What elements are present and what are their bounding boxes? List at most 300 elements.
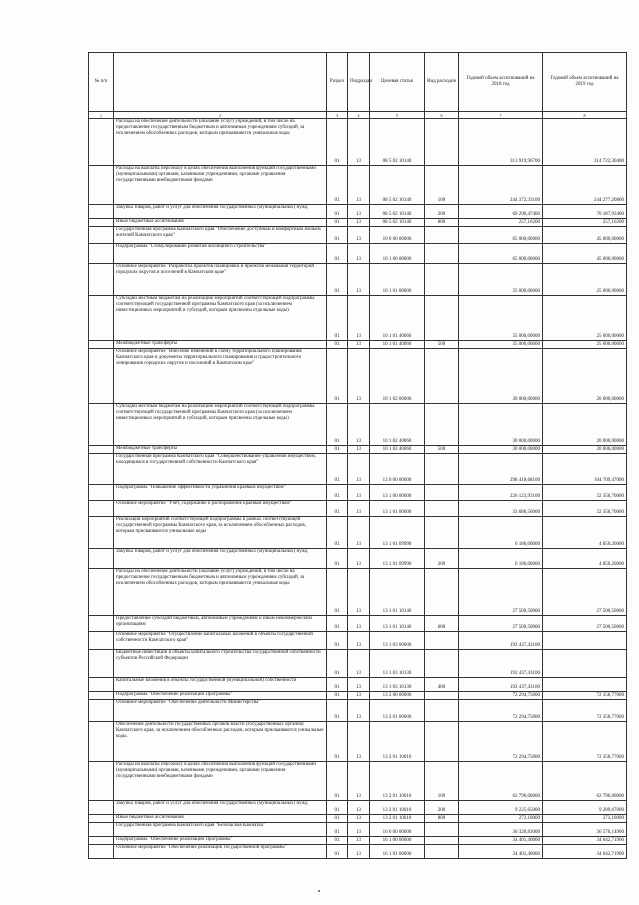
row-amount-2019 [543,678,627,692]
row-name: Основное мероприятие "Обеспечение реализации государственной программы" [114,845,327,859]
row-amount-2019: 62 796,00000 [543,762,627,801]
row-section: 01 [327,762,348,801]
row-target-code: 10 1 02 40060 [370,446,425,454]
row-amount-2019: 25 000,00000 [543,296,627,341]
row-amount-2018: 72 294,75000 [459,692,543,700]
row-name: Капитальные вложения в объекты государственной (муниципальной) собственности [114,678,327,692]
row-amount-2019: 32 350,70000 [543,501,627,517]
row-amount-2018: 6 186,00000 [459,517,543,549]
row-amount-2018: 192 437,43100 [459,650,543,678]
row-exp-type: 800 [425,815,459,823]
column-number-row [89,112,627,119]
row-subsection: 13 [348,569,370,616]
row-exp-type: 100 [425,762,459,801]
row-number [89,119,114,166]
table-row [89,722,627,762]
row-name: Реализация мероприятий соответствующей подпрограммы в рамках соответствующей государственной программы Камчатского края, за исключением обособленных расходов, которым присваиваются уникальные коды [114,517,327,549]
row-number [89,485,114,501]
row-section: 01 [327,650,348,678]
row-section: 01 [327,485,348,501]
row-number [89,722,114,762]
row-subsection: 13 [348,650,370,678]
row-number [89,845,114,859]
row-exp-type [425,650,459,678]
row-name: Закупка товаров, работ и услуг для обеспечения государственных (муниципальных) нужд [114,205,327,219]
table-row [89,762,627,801]
row-target-code: 16 1 00 00000 [370,837,425,845]
row-amount-2018: 6 186,00000 [459,549,543,569]
table-row [89,227,627,244]
row-number [89,227,114,244]
col-number: 3 [327,112,348,119]
row-amount-2019: 34 642,71900 [543,837,627,845]
row-exp-type [425,485,459,501]
row-number [89,700,114,722]
table-header-row [89,53,627,112]
row-target-code: 13 2 01 10010 [370,762,425,801]
row-exp-type: 800 [425,219,459,227]
row-target-code: 10 1 01 00000 [370,264,425,296]
row-exp-type [425,823,459,837]
table-row [89,678,627,692]
row-amount-2019: 32 350,70000 [543,485,627,501]
row-amount-2018: 36 328,83000 [459,823,543,837]
header-target: Целевая статья [370,53,425,112]
col-number: 6 [425,112,459,119]
row-amount-2019: 273,10000 [543,815,627,823]
row-exp-type [425,296,459,341]
table-row [89,837,627,845]
row-target-code: 13 1 01 09990 [370,549,425,569]
row-number [89,296,114,341]
row-amount-2019: 9 289,67000 [543,801,627,815]
row-amount-2019: 72 358,77000 [543,700,627,722]
row-subsection: 13 [348,722,370,762]
row-section: 01 [327,678,348,692]
row-number [89,244,114,264]
row-exp-type [425,722,459,762]
row-name: Подпрограмма "Повышение эффективности управления краевым имуществом" [114,485,327,501]
table-row [89,845,627,859]
row-exp-type: 200 [425,801,459,815]
row-number [89,801,114,815]
row-section: 01 [327,205,348,219]
row-target-code: 13 1 01 10140 [370,616,425,632]
row-exp-type [425,845,459,859]
header-section: Раздел [327,53,348,112]
row-number [89,341,114,349]
row-subsection: 13 [348,446,370,454]
row-section: 01 [327,446,348,454]
table-row [89,446,627,454]
row-subsection: 13 [348,296,370,341]
row-section: 01 [327,845,348,859]
row-amount-2019: 72 358,77000 [543,692,627,700]
table-row [89,349,627,404]
header-exp-type: Вид расходов [425,53,459,112]
row-name: Субсидии местным бюджетам на реализацию мероприятий соответствующей подпрограммы соответствующей государственной программы Камчатского края (за исключением инвестиционных мероприятий и субсидий, которым присвоены отдельные коды) [114,404,327,446]
row-exp-type [425,517,459,549]
row-section: 01 [327,616,348,632]
row-subsection: 13 [348,219,370,227]
table-row [89,205,627,219]
row-amount-2019: 4 850,20000 [543,549,627,569]
row-subsection: 13 [348,244,370,264]
table-row [89,815,627,823]
row-number [89,454,114,485]
row-name: Основное мероприятие "Разработка проектов планировки и проектов межевания территорий городских округов и поселений в Камчатском крае" [114,264,327,296]
row-section: 01 [327,632,348,650]
table-row [89,454,627,485]
row-amount-2019: 20 000,00000 [543,349,627,404]
row-amount-2018: 30 000,00000 [459,349,543,404]
row-target-code: 13 1 03 10130 [370,650,425,678]
budget-table [88,52,627,859]
row-name: Закупка товаров, работ и услуг для обеспечения государственных (муниципальных) нужд [114,801,327,815]
row-amount-2019: 104 709,47000 [543,454,627,485]
row-name: Межбюджетные трансферты [114,446,327,454]
row-target-code: 13 0 00 00000 [370,454,425,485]
row-number [89,569,114,616]
row-subsection: 13 [348,264,370,296]
row-amount-2018: 35 000,00000 [459,296,543,341]
col-number: 7 [459,112,543,119]
row-section: 01 [327,341,348,349]
row-subsection: 13 [348,692,370,700]
row-amount-2018: 65 000,00000 [459,244,543,264]
row-exp-type [425,404,459,446]
row-target-code: 08 5 02 10140 [370,205,425,219]
row-name: Расходы на выплаты персоналу в целях обеспечения выполнения функций государственными (муниципальными) органами, казенными учреждениями, органами управления государственными внебюджетными фондами [114,762,327,801]
row-exp-type [425,632,459,650]
row-target-code: 13 2 01 00000 [370,700,425,722]
row-subsection: 13 [348,632,370,650]
row-subsection: 13 [348,119,370,166]
row-amount-2019: 27 500,50000 [543,569,627,616]
row-amount-2019: 36 570,14900 [543,823,627,837]
row-section: 01 [327,404,348,446]
row-section: 01 [327,837,348,845]
row-number [89,762,114,801]
row-amount-2018: 27 500,50000 [459,616,543,632]
row-section: 01 [327,569,348,616]
row-amount-2019: 34 642,71900 [543,845,627,859]
row-target-code: 13 1 03 10130 [370,678,425,692]
row-target-code: 13 1 01 10140 [370,569,425,616]
table-row [89,801,627,815]
row-exp-type: 400 [425,678,459,692]
row-target-code: 13 2 00 00000 [370,692,425,700]
row-amount-2019: 25 000,00000 [543,341,627,349]
row-number [89,219,114,227]
row-amount-2018: 298 418,68100 [459,454,543,485]
table-row [89,119,627,166]
row-section: 01 [327,244,348,264]
row-name: Основное мероприятие "Учет, содержание и распоряжение краевым имуществом" [114,501,327,517]
row-exp-type: 200 [425,549,459,569]
row-section: 01 [327,227,348,244]
row-amount-2019: 27 500,50000 [543,616,627,632]
row-amount-2018: 34 401,40000 [459,837,543,845]
row-amount-2019: 72 358,77000 [543,722,627,762]
row-name: Государственная программа Камчатского края "Совершенствование управления имуществом, находящимся в государственной собственности Камчатского края" [114,454,327,485]
table-row [89,166,627,205]
row-name: Закупка товаров, работ и услуг для обеспечения государственных (муниципальных) нужд [114,549,327,569]
row-exp-type [425,501,459,517]
row-number [89,823,114,837]
table-row [89,517,627,549]
row-amount-2019 [543,632,627,650]
row-exp-type [425,700,459,722]
row-section: 01 [327,219,348,227]
row-section: 01 [327,815,348,823]
row-amount-2018: 65 000,00000 [459,227,543,244]
row-subsection: 13 [348,678,370,692]
row-amount-2018: 72 294,75000 [459,700,543,722]
row-name: Расходы на обеспечение деятельности (оказание услуг) учреждений, в том числе на предоставление государственным бюджетным и автономным учреждениям субсидий, за исключением обособленных расходов, которым присваиваются уникальные коды [114,569,327,616]
table-row [89,650,627,678]
row-target-code: 08 5 02 10140 [370,119,425,166]
row-exp-type [425,837,459,845]
row-number [89,815,114,823]
row-amount-2018: 34 401,40000 [459,845,543,859]
table-row [89,219,627,227]
row-target-code: 08 5 02 10140 [370,219,425,227]
row-target-code: 13 2 01 10010 [370,722,425,762]
row-section: 01 [327,501,348,517]
row-exp-type [425,349,459,404]
row-section: 01 [327,549,348,569]
row-amount-2018: 244 372,33100 [459,166,543,205]
row-name: Иные бюджетные ассигнования [114,219,327,227]
row-section: 01 [327,454,348,485]
row-name: Основное мероприятие "Внесение изменений в схему территориального планирования Камчатского края и документы территориального планирования и градостроительного зонирования городских округов и поселений в Камчатском крае" [114,349,327,404]
row-number [89,166,114,205]
table-row [89,569,627,616]
row-amount-2018: 192 437,43100 [459,632,543,650]
header-2018: Годовой объем ассигнований на 2018 год [459,53,543,112]
row-number [89,692,114,700]
row-number [89,404,114,446]
row-target-code: 10 1 00 00000 [370,244,425,264]
row-subsection: 13 [348,815,370,823]
table-row [89,296,627,341]
row-amount-2018: 62 796,00000 [459,762,543,801]
row-target-code: 16 1 01 00000 [370,845,425,859]
col-number: 1 [89,112,114,119]
row-amount-2019: 25 000,00000 [543,264,627,296]
row-amount-2019: 70 187,93400 [543,205,627,219]
row-name: Иные бюджетные ассигнования [114,815,327,823]
row-number [89,349,114,404]
table-body [89,119,627,859]
row-name: Государственная программа Камчатского края "Обеспечение доступным и комфортным жильем жителей Камчатского края" [114,227,327,244]
row-amount-2018: 33 686,50000 [459,501,543,517]
row-name: Государственная программа Камчатского края "Безопасная Камчатка" [114,823,327,837]
row-subsection: 13 [348,616,370,632]
col-number: 4 [348,112,370,119]
row-exp-type [425,244,459,264]
row-number [89,616,114,632]
row-number [89,650,114,678]
table-row [89,823,627,837]
row-amount-2018: 69 290,47400 [459,205,543,219]
table-row [89,616,627,632]
row-amount-2018: 30 000,00000 [459,446,543,454]
row-name: Подпрограмма "Стимулирование развития жилищного строительства" [114,244,327,264]
row-exp-type [425,227,459,244]
row-section: 01 [327,722,348,762]
row-name: Межбюджетные трансферты [114,341,327,349]
row-target-code: 16 0 00 00000 [370,823,425,837]
table-row [89,244,627,264]
row-target-code: 10 1 01 40060 [370,296,425,341]
row-amount-2018: 30 000,00000 [459,404,543,446]
row-amount-2018: 313 919,96700 [459,119,543,166]
row-exp-type: 600 [425,616,459,632]
row-section: 01 [327,692,348,700]
row-subsection: 13 [348,823,370,837]
row-amount-2019: 314 722,30400 [543,119,627,166]
table-row [89,700,627,722]
row-subsection: 13 [348,166,370,205]
row-amount-2019: 45 000,00000 [543,244,627,264]
row-name: Субсидии местным бюджетам на реализацию мероприятий соответствующей подпрограммы соответствующей государственной программы Камчатского края (за исключением инвестиционных мероприятий и субсидий, которым присвоены отдельные коды) [114,296,327,341]
row-number [89,446,114,454]
row-section: 01 [327,166,348,205]
row-target-code: 13 1 03 00000 [370,632,425,650]
row-name: Расходы на выплаты персоналу в целях обеспечения выполнения функций государственными (муниципальными) органами, казенными учреждениями, органами управления государственными внебюджетными фондами [114,166,327,205]
row-amount-2018: 27 500,50000 [459,569,543,616]
col-number: 8 [543,112,627,119]
table-row [89,404,627,446]
table-row [89,264,627,296]
row-target-code: 10 1 02 00000 [370,349,425,404]
row-amount-2019: 20 000,00000 [543,404,627,446]
row-number [89,517,114,549]
row-exp-type: 500 [425,341,459,349]
col-number: 2 [114,112,327,119]
row-name: Расходы на обеспечение деятельности (оказание услуг) учреждений, в том числе на предоставление государственным бюджетным и автономным учреждениям субсидий, за исключением обособленных расходов, которым присваиваются уникальные коды [114,119,327,166]
row-exp-type: 100 [425,166,459,205]
page-mark [318,890,320,892]
row-number [89,264,114,296]
table-row [89,485,627,501]
row-number [89,678,114,692]
row-exp-type [425,454,459,485]
row-exp-type [425,264,459,296]
row-subsection: 13 [348,837,370,845]
row-subsection: 13 [348,762,370,801]
row-target-code: 13 1 01 00000 [370,501,425,517]
row-name: Обеспечение деятельности государственных органов власти (государственных органов) Камчатского края, за исключением обособленных расходов, которым присваиваются уникальные коды. [114,722,327,762]
row-amount-2019: 244 277,20800 [543,166,627,205]
row-target-code: 10 1 02 40060 [370,404,425,446]
row-amount-2018: 257,16200 [459,219,543,227]
row-amount-2018: 35 000,00000 [459,264,543,296]
row-amount-2018: 192 437,43100 [459,678,543,692]
row-amount-2019 [543,650,627,678]
row-amount-2018: 35 000,00000 [459,341,543,349]
row-amount-2018: 273,10000 [459,815,543,823]
row-subsection: 13 [348,227,370,244]
row-section: 01 [327,801,348,815]
row-subsection: 13 [348,454,370,485]
row-subsection: 13 [348,485,370,501]
row-subsection: 13 [348,349,370,404]
row-exp-type [425,119,459,166]
col-number: 5 [370,112,425,119]
table-row [89,501,627,517]
row-exp-type [425,692,459,700]
row-name: Бюджетные инвестиции в объекты капитального строительства государственной собственности субъектов Российской Федерации [114,650,327,678]
row-exp-type: 200 [425,205,459,219]
row-name: Основное мероприятие "Осуществление капитальных вложений в объекты государственной собственности Камчатского края" [114,632,327,650]
row-name: Подпрограмма "Обеспечение реализации Программы" [114,837,327,845]
row-number [89,205,114,219]
row-target-code: 13 1 00 00000 [370,485,425,501]
table-row [89,341,627,349]
row-number [89,549,114,569]
row-section: 01 [327,119,348,166]
row-target-code: 10 0 00 00000 [370,227,425,244]
row-target-code: 13 2 01 10010 [370,801,425,815]
row-name: Основное мероприятие "Обеспечение деятельности Министерства" [114,700,327,722]
header-num: № п/п [89,53,114,112]
row-section: 01 [327,700,348,722]
table-row [89,632,627,650]
header-subsection: Подраздел [348,53,370,112]
row-amount-2019: 257,16200 [543,219,627,227]
row-subsection: 13 [348,501,370,517]
row-amount-2018: 9 225,65000 [459,801,543,815]
row-amount-2019: 45 000,00000 [543,227,627,244]
row-subsection: 13 [348,845,370,859]
row-amount-2018: 72 294,75000 [459,722,543,762]
row-number [89,837,114,845]
row-section: 01 [327,349,348,404]
row-subsection: 13 [348,517,370,549]
row-exp-type [425,569,459,616]
row-subsection: 13 [348,404,370,446]
header-name [114,53,327,112]
row-number [89,501,114,517]
row-subsection: 13 [348,700,370,722]
row-subsection: 13 [348,549,370,569]
row-name: Предоставление субсидий бюджетным, автономным учреждениям и иным некоммерческим организациям [114,616,327,632]
row-subsection: 13 [348,341,370,349]
row-amount-2019: 4 850,20000 [543,517,627,549]
row-section: 01 [327,264,348,296]
row-subsection: 13 [348,801,370,815]
header-2019: Годовой объем ассигнований на 2019 год [543,53,627,112]
row-name: Подпрограмма "Обеспечение реализации Программы" [114,692,327,700]
row-target-code: 08 5 02 10140 [370,166,425,205]
row-number [89,632,114,650]
row-section: 01 [327,823,348,837]
row-section: 01 [327,517,348,549]
row-exp-type: 500 [425,446,459,454]
row-target-code: 13 1 01 09990 [370,517,425,549]
row-amount-2019: 20 000,00000 [543,446,627,454]
row-target-code: 10 1 01 40060 [370,341,425,349]
row-target-code: 13 2 01 10010 [370,815,425,823]
row-amount-2018: 226 123,93100 [459,485,543,501]
table-row [89,549,627,569]
row-subsection: 13 [348,205,370,219]
row-section: 01 [327,296,348,341]
table-row [89,692,627,700]
